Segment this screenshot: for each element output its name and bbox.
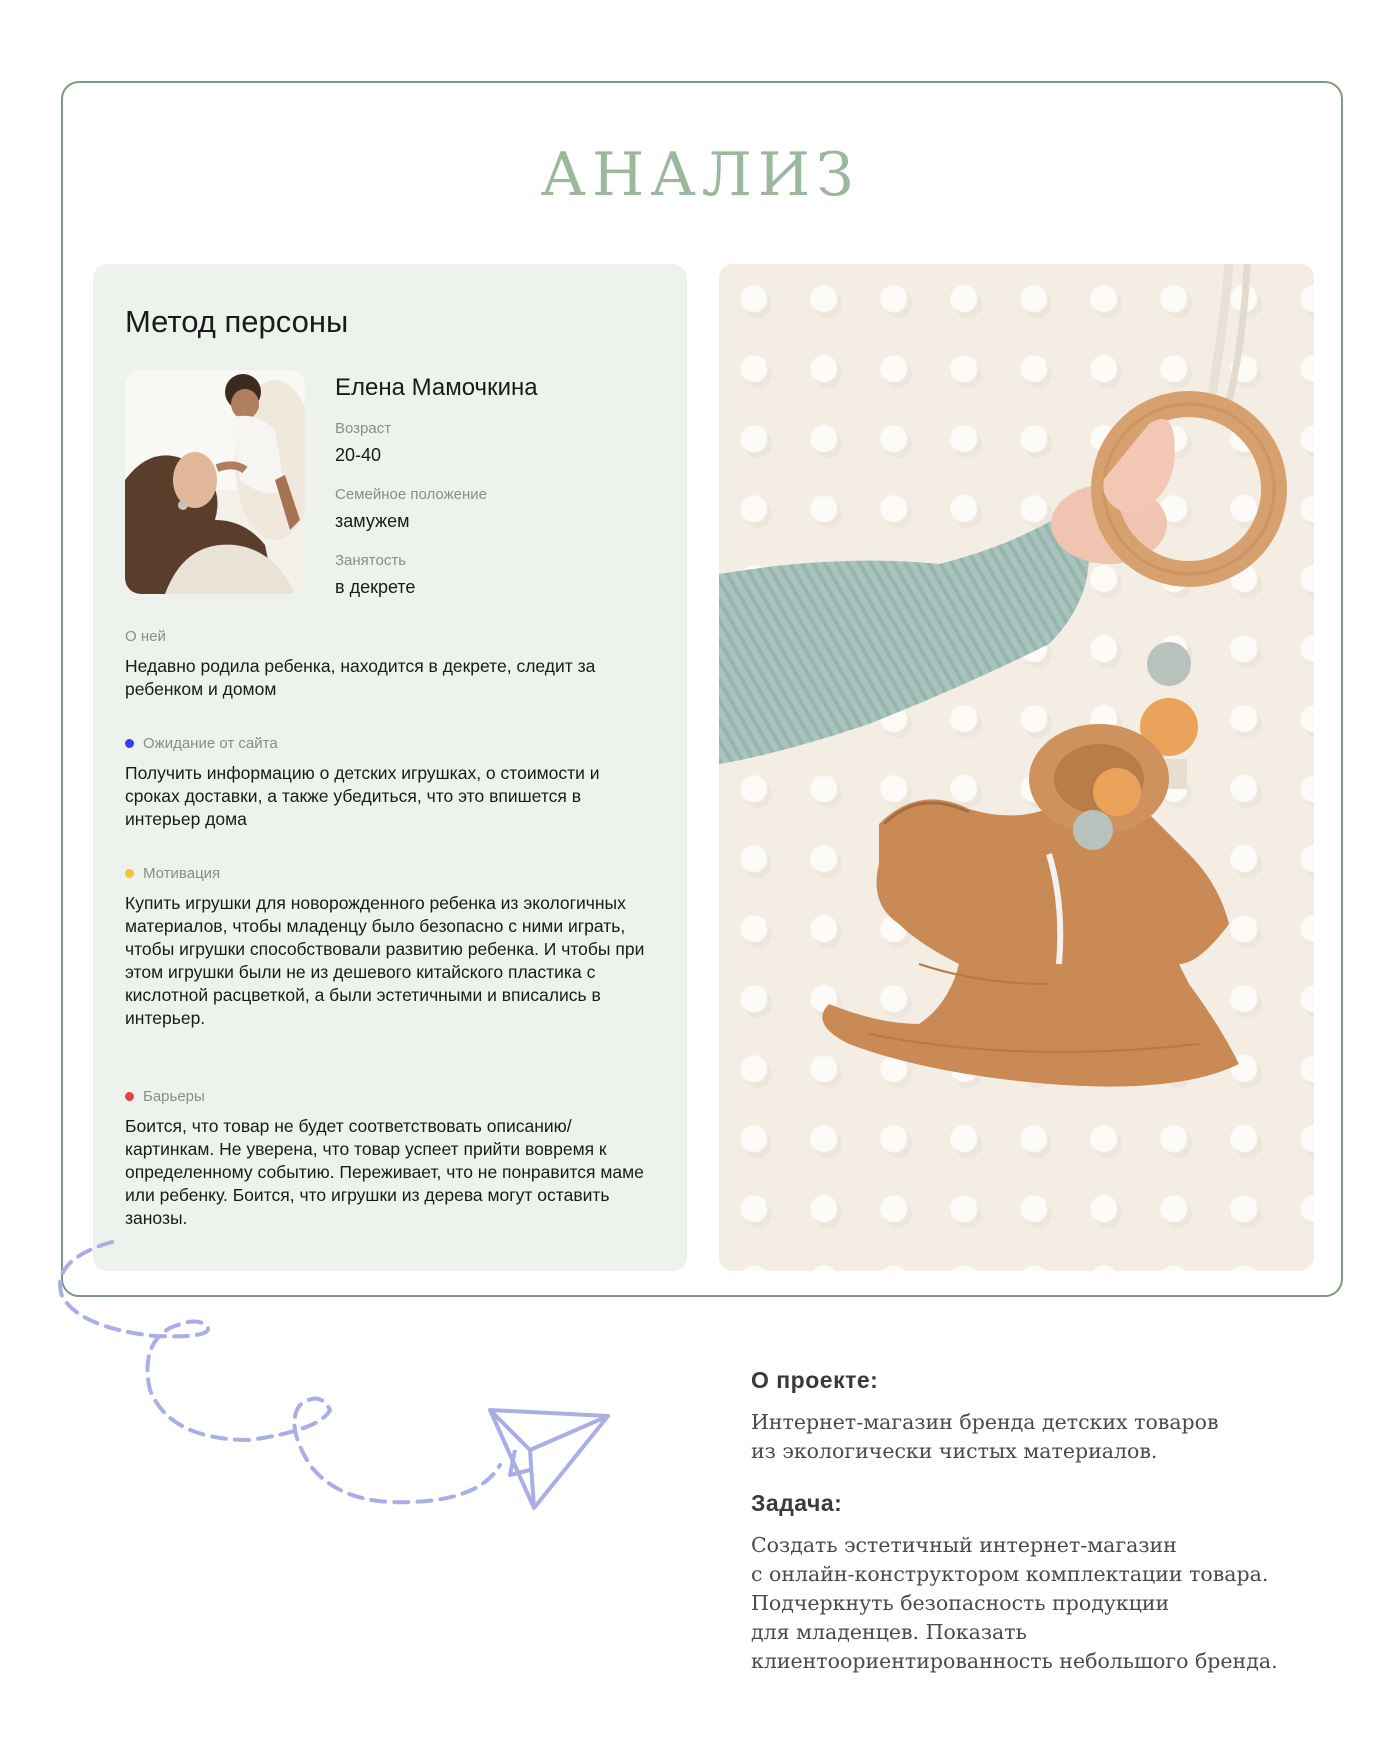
task-text: Создать эстетичный интернет-магазин с онлайн-конструктором комплектации товара. Подчеркнуть безопасность продукции для младенцев. Показать клиентоориентированность небольшого бренда.: [751, 1533, 1278, 1673]
persona-name: Елена Мамочкина: [335, 374, 538, 401]
blue-dot-icon: [125, 739, 134, 748]
barriers-label: Барьеры: [143, 1088, 205, 1105]
marital-status-value: замужем: [335, 511, 410, 531]
red-dot-icon: [125, 1092, 134, 1101]
persona-avatar: [125, 370, 305, 594]
persona-heading: Метод персоны: [125, 304, 349, 339]
about-project-text: Интернет-магазин бренда детских товаров из экологически чистых материалов.: [751, 1410, 1219, 1463]
expectation-text: Получить информацию о детских игрушках, о стоимости и сроках доставки, а также убедиться, что это впишется в интерьер дома: [125, 763, 600, 829]
expectation-label: Ожидание от сайта: [143, 735, 278, 752]
barriers-section: [125, 1088, 655, 1230]
marital-status-label: Семейное положение: [335, 486, 487, 503]
paper-plane-icon: [490, 1410, 608, 1508]
task-heading: Задача:: [751, 1490, 843, 1516]
employment-value: в декрете: [335, 577, 416, 597]
motivation-label: Мотивация: [143, 865, 221, 882]
dashed-flight-path: [0, 1230, 700, 1560]
barriers-text: Боится, что товар не будет соответствовать описанию/картинкам. Не уверена, что товар успеет прийти вовремя к определенному событию. Переживает, что не понравится маме или ребенку. Боится, что игрушки из дерева могут оставить занозы.: [125, 1116, 644, 1228]
expectation-section: [125, 735, 655, 831]
about-project: [751, 1367, 1351, 1466]
page-title: АНАЛИЗ: [540, 140, 860, 210]
yellow-dot-icon: [125, 869, 134, 878]
project-task: [751, 1490, 1351, 1676]
about-section: [125, 628, 655, 701]
employment-label: Занятость: [335, 552, 407, 569]
about-text: Недавно родила ребенка, находится в декрете, следит за ребенком и домом: [125, 656, 596, 699]
motivation-text: Купить игрушки для новорожденного ребенка из экологичных материалов, чтобы младенцу было безопасно с ними играть, чтобы игрушки способствовали развитию ребенка. И чтобы при этом игрушки были не из дешевого китайского пластика с кислотной расцветкой, а были эстетичными и вписались в интерьер.: [125, 893, 645, 1028]
age-label: Возраст: [335, 420, 392, 437]
about-label: О ней: [125, 628, 166, 645]
age-value: 20-40: [335, 445, 382, 465]
about-project-heading: О проекте:: [751, 1367, 879, 1393]
persona-card: [93, 264, 687, 1271]
persona-info: [335, 370, 655, 618]
motivation-section: [125, 865, 655, 1030]
wooden-toy-photo: [719, 264, 1314, 1271]
